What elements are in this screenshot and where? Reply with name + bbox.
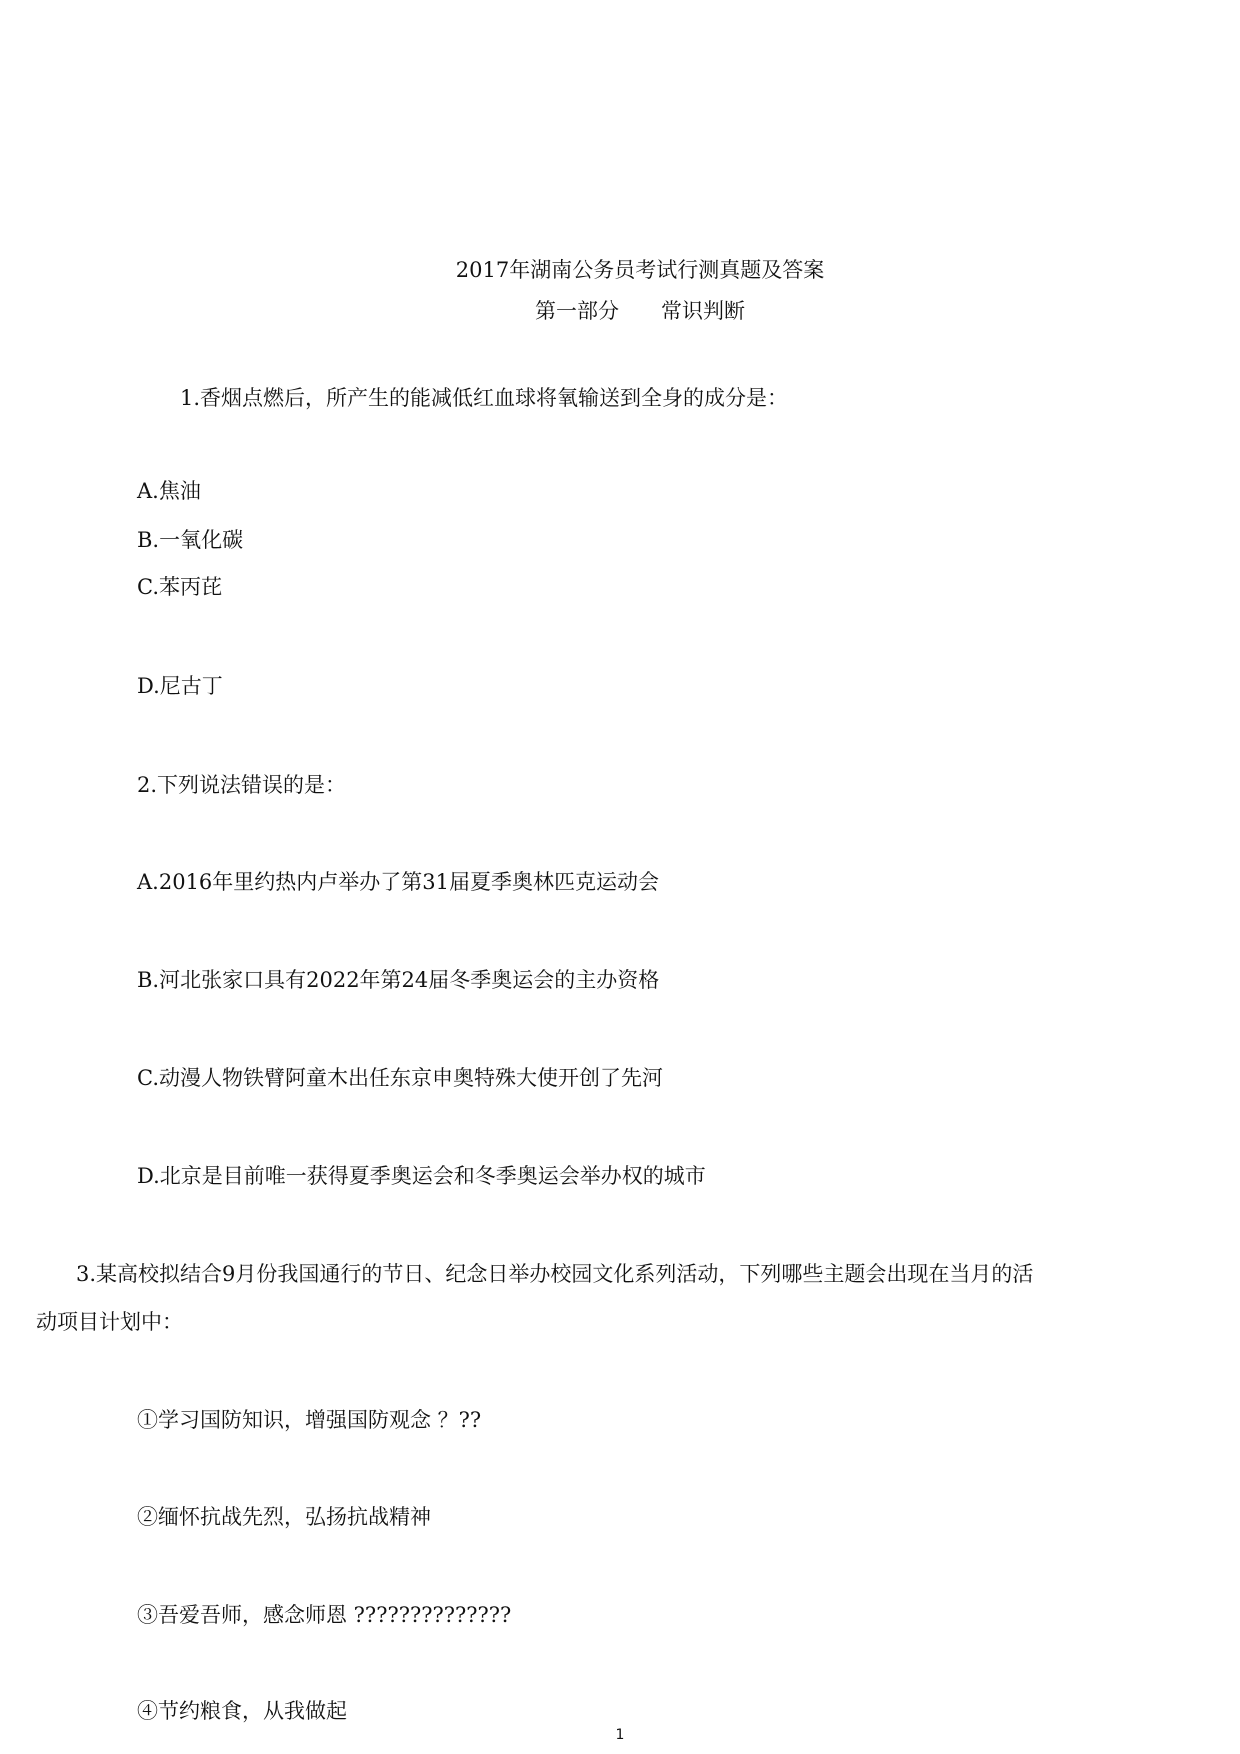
question-1-option-d: D.尼古丁 [137,674,223,698]
question-1-option-c: C.苯丙芘 [137,575,222,599]
question-2-option-b: B.河北张家口具有2022年第24届冬季奥运会的主办资格 [137,968,660,992]
question-2-option-c: C.动漫人物铁臂阿童木出任东京申奥特殊大使开创了先河 [137,1066,663,1090]
question-3-item-1: ①学习国防知识，增强国防观念 ？?? [137,1408,482,1432]
question-1-stem: 1.香烟点燃后，所产生的能减低红血球将氧输送到全身的成分是： [180,386,789,410]
question-3-stem-continued: 动项目计划中： [36,1310,183,1334]
document-title: 2017年湖南公务员考试行测真题及答案 [455,258,825,282]
question-2-stem: 2.下列说法错误的是： [137,773,347,797]
question-3-stem: 3.某高校拟结合9月份我国通行的节日、纪念日举办校园文化系列活动，下列哪些主题会出现在当月的活 [76,1262,1034,1286]
question-3-item-2: ②缅怀抗战先烈，弘扬抗战精神 [137,1505,431,1529]
question-1-option-b: B.一氧化碳 [137,528,244,552]
question-3-item-4: ④节约粮食，从我做起 [137,1699,347,1723]
question-3-item-3: ③吾爱吾师，感念师恩 ?????????????? [137,1603,512,1627]
section-heading: 第一部分 常识判断 [535,299,745,323]
question-1-option-a: A.焦油 [137,479,201,503]
page-number: 1 [615,1727,625,1743]
question-2-option-a: A.2016年里约热内卢举办了第31届夏季奥林匹克运动会 [137,870,660,894]
question-2-option-d: D.北京是目前唯一获得夏季奥运会和冬季奥运会举办权的城市 [137,1164,706,1188]
